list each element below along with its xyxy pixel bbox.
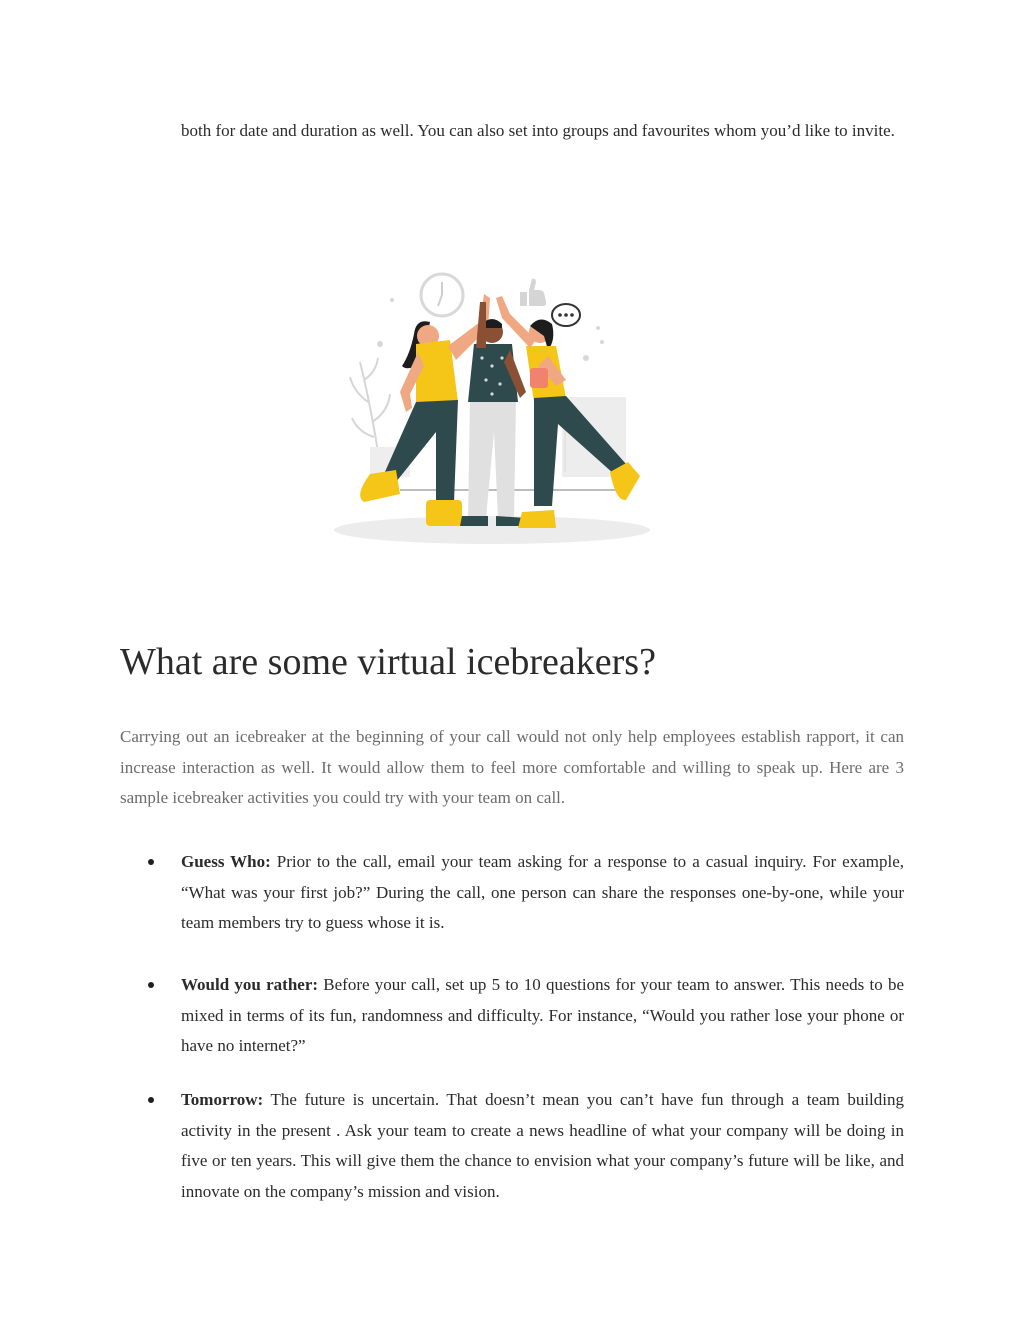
ground-shadow xyxy=(334,516,650,544)
list-item-text: The future is uncertain. That doesn’t mean you can’t have fun through a team building activity in the present . Ask your team to create a news headline of what your company will be doing in five or ten years. This will give them the chance to envision what your company’s future will be like, and innovate on the company’s mission and vision. xyxy=(181,1090,904,1201)
list-item xyxy=(181,1085,904,1207)
top-paragraph: both for date and duration as well. You can also set into groups and favourites whom you’d like to invite. xyxy=(181,121,895,140)
speech-bubble-icon xyxy=(552,304,580,326)
bullet-icon xyxy=(148,982,154,988)
illustration-svg xyxy=(330,262,660,552)
thumbs-up-icon xyxy=(520,279,546,306)
list-item-title: Guess Who: xyxy=(181,852,271,871)
list-item-text: Before your call, set up 5 to 10 questions for your team to answer. This needs to be mixed in terms of its fun, randomness and difficulty. For instance, “Would you rather lose your phone or have no internet?” xyxy=(181,975,905,1055)
coffee-cup-icon xyxy=(530,368,548,388)
bullet-icon xyxy=(148,859,154,865)
list-item xyxy=(181,847,904,939)
list-item-text: Prior to the call, email your team asking for a response to a casual inquiry. For example, “What was your first job?” During the call, one person can share the responses one-by-one, while your team members try to guess whose it is. xyxy=(181,852,904,932)
intro-paragraph: Carrying out an icebreaker at the beginning of your call would not only help employees establish rapport, it can increase interaction as well. It would allow them to feel more comfortable and willing to speak up. Here are 3 sample icebreaker activities you could try with your team on call. xyxy=(120,727,904,807)
bullet-icon xyxy=(148,1097,154,1103)
list-item-title: Tomorrow: xyxy=(181,1090,264,1109)
team-high-five-illustration xyxy=(330,262,660,552)
list-item-title: Would you rather: xyxy=(181,975,319,994)
plant-icon xyxy=(350,358,390,452)
section-heading: What are some virtual icebreakers? xyxy=(120,641,656,683)
list-item xyxy=(181,970,904,1062)
